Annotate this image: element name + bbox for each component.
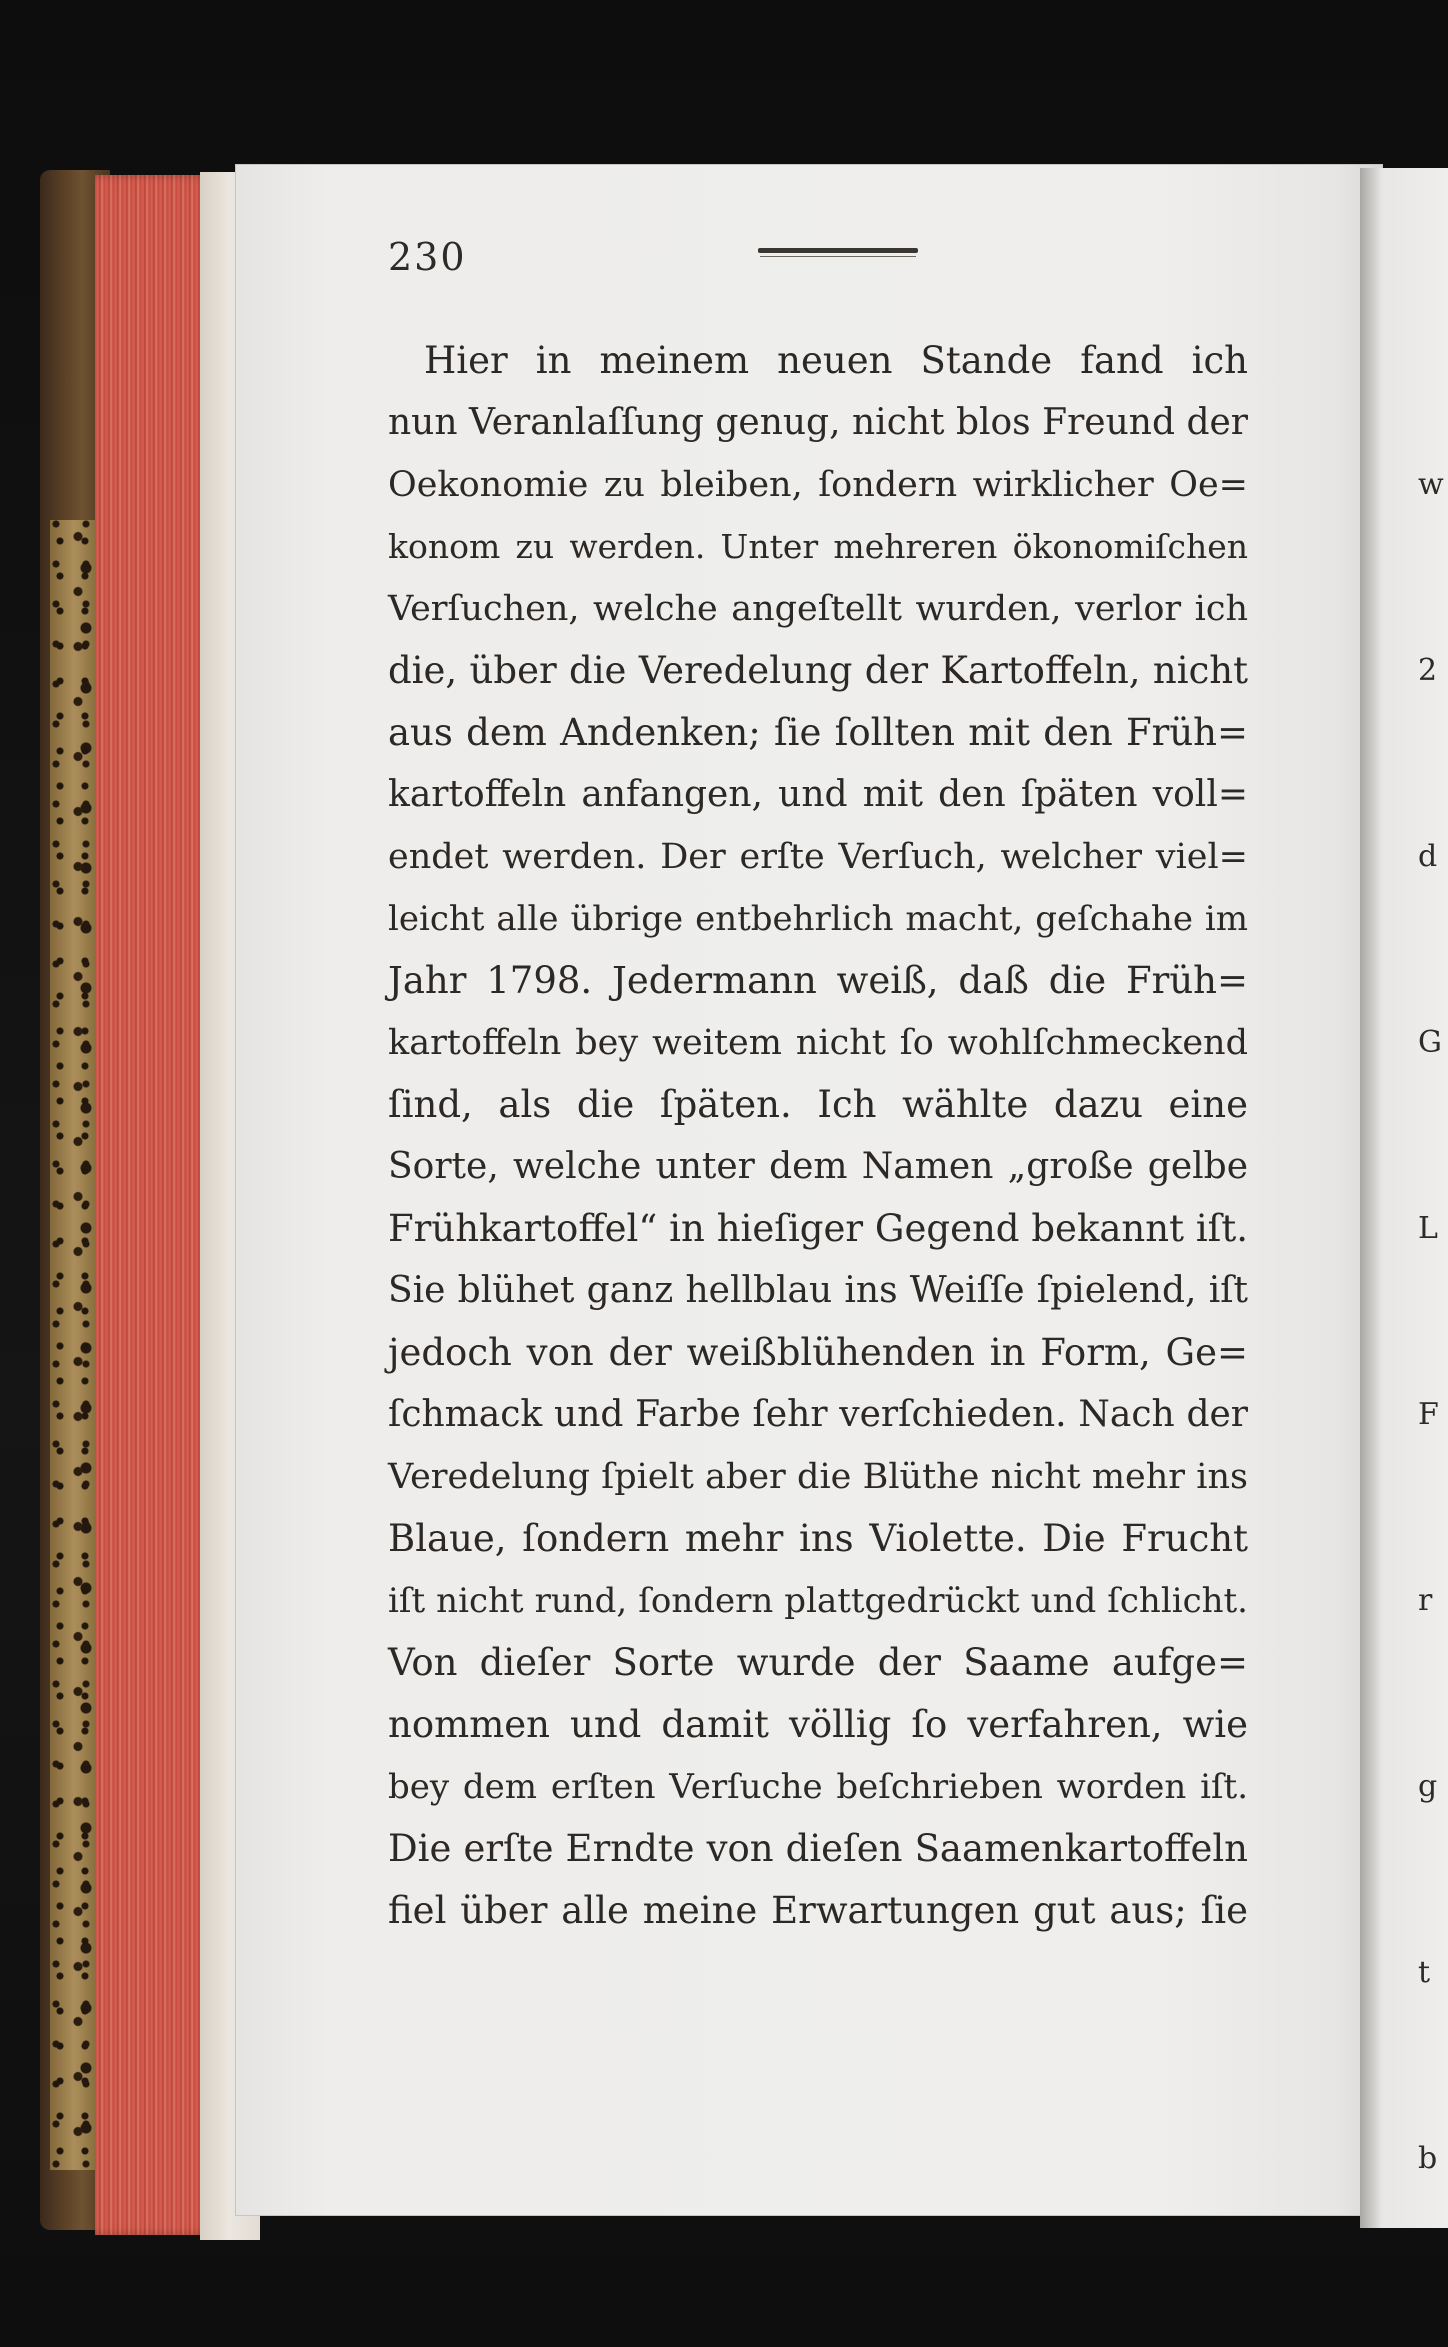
text-line: Von dieſer Sorte wurde der Saame aufge= — [388, 1641, 1248, 1684]
facing-page-fragment: G — [1418, 1025, 1442, 1060]
text-line: konom zu werden. Unter mehreren ökonomiſchen — [388, 527, 1248, 566]
facing-page-text — [1418, 330, 1448, 2314]
text-line: Sorte, welche unter dem Namen „große gelbe — [388, 1146, 1248, 1187]
facing-page-fragment: d — [1418, 839, 1438, 874]
facing-page-fragment: L — [1418, 1211, 1438, 1246]
facing-page-fragment: r — [1418, 1583, 1433, 1618]
text-line: Jahr 1798. Jedermann weiß, daß die Früh= — [388, 959, 1248, 1002]
facing-page-fragment: t — [1418, 1955, 1431, 1990]
text-line: Hier in meinem neuen Stande fand ich — [424, 339, 1248, 382]
text-line: kartoffeln bey weitem nicht ſo wohlſchmeckend — [388, 1023, 1248, 1063]
text-line: die, über die Veredelung der Kartoffeln, nicht — [388, 649, 1248, 692]
facing-page-fragment: 2 — [1418, 653, 1438, 688]
text-line: leicht alle übrige entbehrlich macht, geſchahe im — [388, 899, 1248, 939]
header-rule-underline — [760, 256, 916, 257]
text-line: ſind, als die ſpäten. Ich wählte dazu eine — [388, 1083, 1248, 1126]
header-rule — [758, 248, 918, 253]
text-line: bey dem erſten Verſuche beſchrieben worden iſt. — [388, 1767, 1248, 1807]
text-line: Verſuchen, welche angeſtellt wurden, verlor ich — [388, 589, 1248, 629]
marbled-cover — [50, 520, 98, 2170]
page-number: 230 — [388, 235, 467, 279]
facing-page-fragment: g — [1418, 1769, 1438, 1804]
text-line: nun Veranlaſſung genug, nicht blos Freund der — [388, 402, 1249, 443]
text-line: jedoch von der weißblühenden in Form, Ge= — [388, 1331, 1248, 1374]
text-line: Oekonomie zu bleiben, ſondern wirklicher Oe= — [388, 465, 1248, 505]
facing-page-fragment: b — [1418, 2141, 1438, 2176]
facing-page-fragment: w — [1418, 467, 1444, 502]
text-line: Veredelung ſpielt aber die Blüthe nicht mehr ins — [388, 1457, 1248, 1497]
text-line: iſt nicht rund, ſondern plattgedrückt und ſchlicht. — [388, 1581, 1248, 1621]
facing-page-fragment: F — [1418, 1397, 1439, 1432]
text-line: kartoffeln anfangen, und mit den ſpäten voll= — [388, 774, 1248, 815]
text-line: Sie blühet ganz hellblau ins Weiſſe ſpielend, iſt — [388, 1270, 1248, 1311]
body-text — [388, 330, 1248, 1942]
text-line: Die erſte Erndte von dieſen Saamenkartoffeln — [388, 1827, 1248, 1870]
text-line: aus dem Andenken; ſie ſollten mit den Früh= — [388, 711, 1248, 754]
text-line: fiel über alle meine Erwartungen gut aus; ſie — [388, 1889, 1248, 1932]
text-line: ſchmack und Farbe ſehr verſchieden. Nach der — [388, 1394, 1248, 1435]
text-line: endet werden. Der erſte Verſuch, welcher viel= — [388, 837, 1248, 877]
text-line: nommen und damit völlig ſo verfahren, wie — [388, 1703, 1248, 1746]
text-line: Frühkartoffel“ in hieſiger Gegend bekannt iſt. — [388, 1207, 1248, 1250]
text-line: Blaue, ſondern mehr ins Violette. Die Frucht — [388, 1517, 1248, 1560]
